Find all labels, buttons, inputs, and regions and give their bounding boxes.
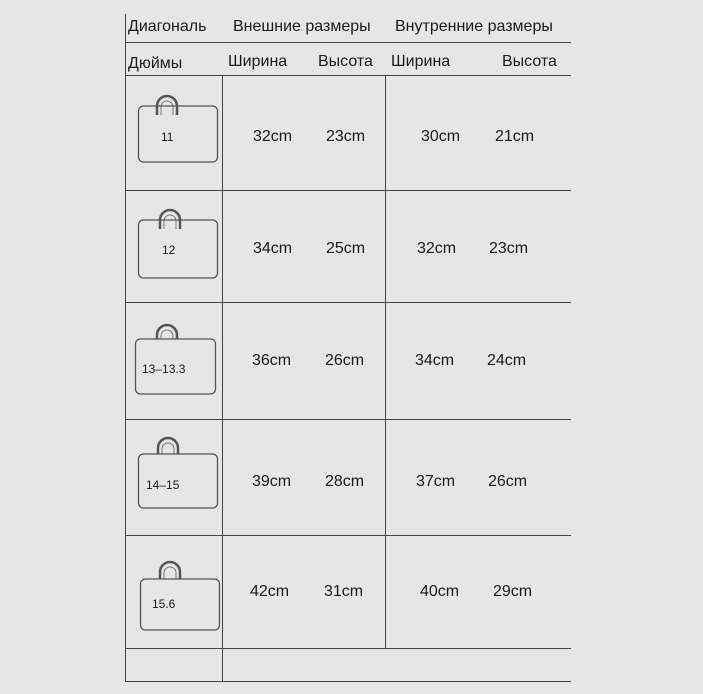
header-outer-height: Высота: [318, 53, 373, 70]
bag-size-label: 11: [161, 130, 174, 144]
outer-width-value: 34cm: [253, 240, 293, 257]
laptop-bag-icon: [138, 437, 218, 509]
laptop-bag-icon: [138, 94, 218, 164]
row-divider: [125, 75, 571, 76]
bag-size-label: 14–15: [146, 478, 180, 492]
laptop-bag-icon: [140, 561, 220, 631]
inner-height-value: 26cm: [488, 473, 528, 490]
header-inner-width: Ширина: [391, 53, 451, 70]
inner-width-value: 40cm: [420, 583, 460, 600]
row-divider: [125, 535, 571, 536]
row-divider: [125, 419, 571, 420]
inner-width-value: 37cm: [416, 473, 456, 490]
outer-width-value: 36cm: [252, 352, 292, 369]
outer-height-value: 31cm: [324, 583, 364, 600]
row-divider: [125, 190, 571, 191]
header-divider: [125, 42, 571, 43]
bag-size-label: 15.6: [152, 597, 176, 611]
outer-width-value: 32cm: [253, 128, 293, 145]
inner-height-value: 24cm: [487, 352, 527, 369]
outer-width-value: 39cm: [252, 473, 292, 490]
inner-height-value: 29cm: [493, 583, 533, 600]
table-left-border: [125, 14, 126, 682]
bag-size-label: 13–13.3: [142, 362, 186, 376]
header-outer-width: Ширина: [228, 53, 288, 70]
table-bottom-border: [125, 681, 571, 682]
laptop-bag-icon: [135, 325, 216, 395]
outer-height-value: 23cm: [326, 128, 366, 145]
column-divider: [222, 75, 223, 681]
header-inner-sizes: Внутренние размеры: [395, 18, 553, 35]
header-inner-height: Высота: [502, 53, 557, 70]
row-divider: [125, 648, 571, 649]
column-divider: [385, 75, 386, 648]
header-inches: Дюймы: [128, 55, 183, 72]
header-diagonal: Диагональ: [128, 18, 207, 35]
inner-width-value: 34cm: [415, 352, 455, 369]
header-outer-sizes: Внешние размеры: [233, 18, 371, 35]
outer-height-value: 28cm: [325, 473, 365, 490]
inner-width-value: 30cm: [421, 128, 461, 145]
outer-height-value: 26cm: [325, 352, 365, 369]
row-divider: [125, 302, 571, 303]
outer-width-value: 42cm: [250, 583, 290, 600]
inner-width-value: 32cm: [417, 240, 457, 257]
bag-size-label: 12: [162, 243, 176, 257]
outer-height-value: 25cm: [326, 240, 366, 257]
inner-height-value: 21cm: [495, 128, 535, 145]
inner-height-value: 23cm: [489, 240, 529, 257]
laptop-bag-icon: [138, 207, 218, 279]
